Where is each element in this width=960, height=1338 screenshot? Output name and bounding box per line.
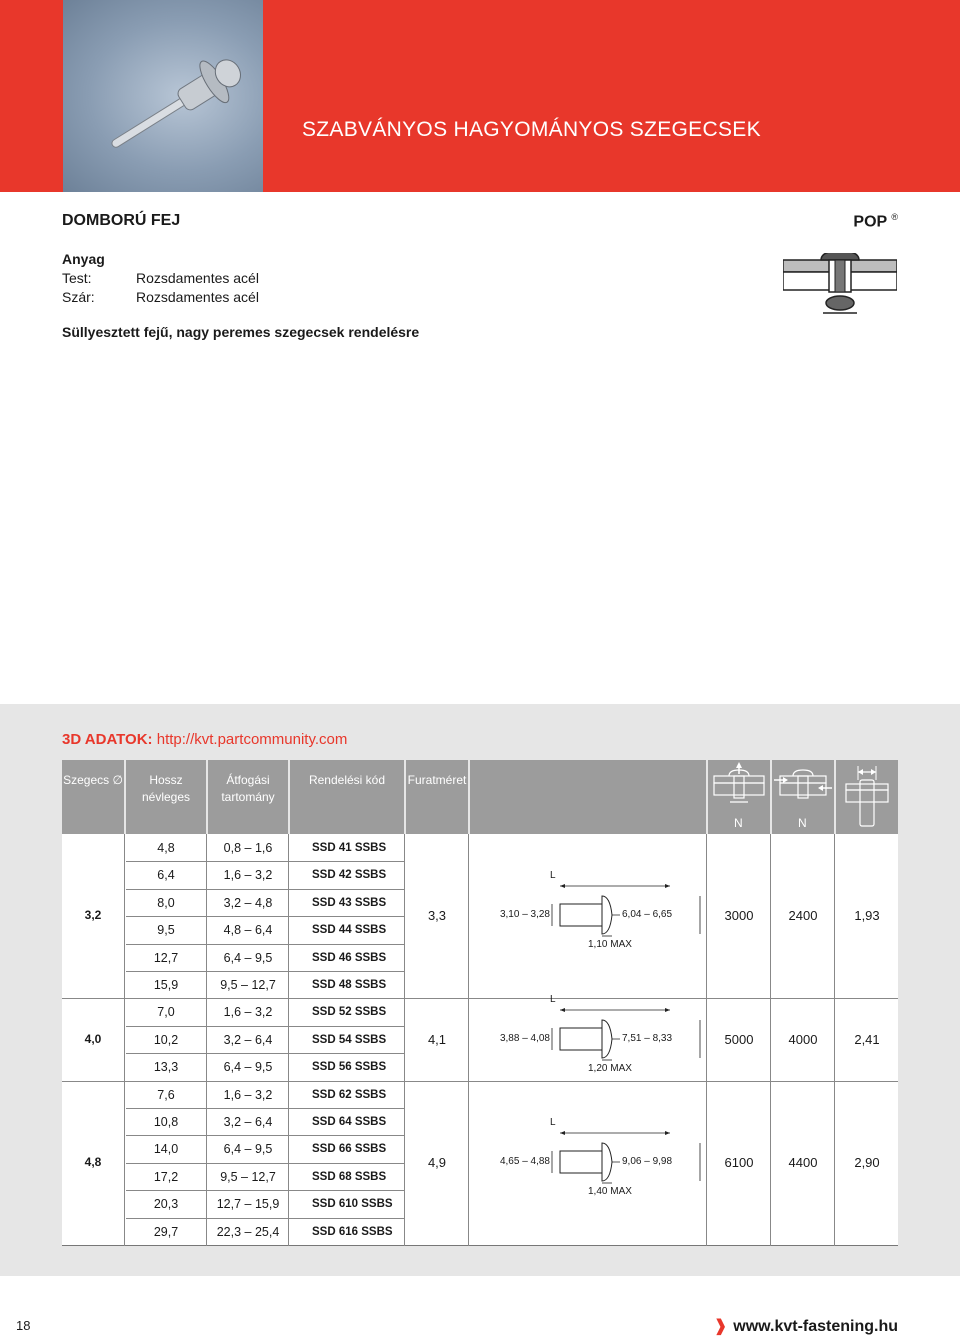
header-hole: Furatméret: [407, 773, 467, 787]
shear-value: 5000: [724, 1031, 754, 1047]
hole-size: 4,9: [427, 1154, 447, 1170]
group-divider: [62, 1081, 898, 1082]
column-divider: [124, 834, 125, 1246]
mandrel-dimension: 9,06 – 9,98: [622, 1155, 673, 1167]
mandrel-dimension: 6,04 – 6,65: [622, 909, 673, 921]
grip-cell: 3,2 – 6,4: [223, 1032, 273, 1047]
row-divider: [126, 1218, 404, 1219]
tensile-value: 2400: [788, 908, 818, 924]
length-cell: 20,3: [153, 1197, 179, 1212]
weight-value: 2,41: [854, 1031, 880, 1047]
tensile-value: 4400: [788, 1154, 818, 1170]
page-number: 18: [16, 1318, 31, 1333]
row-divider: [126, 861, 404, 862]
length-cell: 10,2: [153, 1032, 179, 1047]
grip-cell: 0,8 – 1,6: [223, 841, 273, 855]
grip-cell: 1,6 – 3,2: [223, 1005, 273, 1020]
length-cell: 4,8: [157, 841, 175, 855]
grip-cell: 9,5 – 12,7: [220, 978, 276, 992]
column-divider: [468, 834, 469, 1246]
row-divider: [126, 1053, 404, 1054]
weight-value: 1,93: [854, 908, 880, 924]
head-dimension: 3,10 – 3,28: [499, 909, 550, 921]
material-row: Szár: Rozsdamentes acél: [62, 289, 259, 305]
grip-cell: 9,5 – 12,7: [220, 1169, 276, 1184]
row-divider: [126, 889, 404, 890]
dimension-l-label: L: [550, 1116, 556, 1128]
max-dimension: 1,10 MAX: [588, 939, 632, 951]
column-divider: [706, 834, 707, 1246]
row-divider: [126, 1026, 404, 1027]
material-block: [62, 250, 259, 307]
order-code: SSD 42 SSBS: [312, 869, 387, 882]
length-cell: 17,2: [153, 1169, 179, 1184]
material-row: Test: Rozsdamentes acél: [62, 270, 259, 286]
n-label: N: [734, 816, 743, 830]
row-divider: [126, 1163, 404, 1164]
head-dimension: 3,88 – 4,08: [499, 1032, 550, 1044]
grip-cell: 4,8 – 6,4: [223, 923, 273, 938]
page-title: SZABVÁNYOS HAGYOMÁNYOS SZEGECSEK: [302, 118, 761, 141]
order-code: SSD 610 SSBS: [312, 1198, 393, 1211]
rivet-diameter: 3,2: [84, 908, 102, 923]
grip-cell: 12,7 – 15,9: [216, 1197, 280, 1212]
mandrel-dimension-icon: [836, 760, 898, 834]
row-divider: [126, 944, 404, 945]
grip-cell: 6,4 – 9,5: [223, 950, 273, 965]
grip-cell: 22,3 – 25,4: [216, 1224, 280, 1239]
order-code: SSD 48 SSBS: [312, 979, 387, 991]
header-length: Hossz névleges: [141, 773, 191, 804]
tensile-value: 4000: [788, 1031, 818, 1047]
row-divider: [126, 916, 404, 917]
length-cell: 10,8: [153, 1115, 179, 1129]
length-cell: 8,0: [157, 895, 175, 910]
grip-cell: 6,4 – 9,5: [223, 1142, 273, 1157]
length-cell: 6,4: [157, 868, 175, 883]
product-subtitle: DOMBORÚ FEJ: [62, 212, 181, 229]
order-code: SSD 52 SSBS: [312, 1006, 387, 1019]
shear-value: 6100: [724, 1154, 754, 1170]
rivet-diameter: 4,0: [84, 1031, 102, 1046]
rivet-diameter: 4,8: [84, 1154, 102, 1169]
row-divider: [126, 1108, 404, 1109]
order-code: SSD 66 SSBS: [312, 1143, 387, 1156]
length-cell: 12,7: [153, 950, 179, 965]
max-dimension: 1,40 MAX: [588, 1185, 632, 1197]
grip-cell: 1,6 – 3,2: [223, 1087, 273, 1102]
grip-cell: 3,2 – 4,8: [223, 895, 273, 910]
rivet-section-icon: [783, 253, 897, 319]
order-code: SSD 54 SSBS: [312, 1033, 387, 1046]
hole-size: 4,1: [427, 1031, 447, 1047]
row-divider: [126, 971, 404, 972]
length-cell: 9,5: [157, 923, 175, 938]
brand-label: POP ®: [853, 212, 898, 231]
order-code: SSD 43 SSBS: [312, 896, 387, 909]
length-cell: 7,0: [157, 1005, 175, 1020]
length-cell: 29,7: [153, 1224, 179, 1239]
mandrel-dimension: 7,51 – 8,33: [622, 1032, 673, 1044]
table-body: [62, 834, 898, 1246]
rivet-photo: [63, 0, 263, 192]
order-code: SSD 62 SSBS: [312, 1088, 387, 1101]
shear-value: 3000: [724, 908, 754, 924]
website-link[interactable]: ❱ www.kvt-fastening.hu: [713, 1318, 898, 1335]
dimension-l-label: L: [550, 993, 556, 1005]
max-dimension: 1,20 MAX: [588, 1062, 632, 1074]
header-diam: Szegecs ∅: [63, 773, 123, 787]
row-divider: [126, 1190, 404, 1191]
table-header: [62, 760, 898, 834]
grip-cell: 3,2 – 6,4: [223, 1115, 273, 1129]
order-code: SSD 41 SSBS: [312, 842, 387, 854]
order-code: SSD 616 SSBS: [312, 1225, 393, 1238]
header-grip: Átfogási tartomány: [221, 773, 275, 804]
length-cell: 14,0: [153, 1142, 179, 1157]
material-heading: Anyag: [62, 251, 105, 267]
order-code: SSD 44 SSBS: [312, 924, 387, 937]
weight-value: 2,90: [854, 1154, 880, 1170]
length-cell: 13,3: [153, 1060, 179, 1075]
row-divider: [126, 1135, 404, 1136]
n-label: N: [798, 816, 807, 830]
order-code: SSD 68 SSBS: [312, 1170, 387, 1183]
order-code: SSD 56 SSBS: [312, 1061, 387, 1074]
grip-cell: 6,4 – 9,5: [223, 1060, 273, 1075]
column-divider: [834, 834, 835, 1246]
order-code: SSD 64 SSBS: [312, 1116, 387, 1128]
order-note: Süllyesztett fejű, nagy peremes szegecsek rendelésre: [62, 324, 420, 340]
column-divider: [206, 834, 207, 1246]
column-divider: [404, 834, 405, 1246]
length-cell: 7,6: [157, 1087, 175, 1102]
3d-data-link[interactable]: 3D ADATOK: http://kvt.partcommunity.com: [62, 731, 348, 748]
head-dimension: 4,65 – 4,88: [499, 1155, 550, 1167]
column-divider: [770, 834, 771, 1246]
dimension-l-label: L: [550, 870, 556, 882]
grip-cell: 1,6 – 3,2: [223, 868, 273, 883]
order-code: SSD 46 SSBS: [312, 951, 387, 964]
column-divider: [288, 834, 289, 1246]
length-cell: 15,9: [153, 978, 179, 992]
header-code: Rendelési kód: [308, 773, 386, 787]
hole-size: 3,3: [427, 908, 447, 924]
